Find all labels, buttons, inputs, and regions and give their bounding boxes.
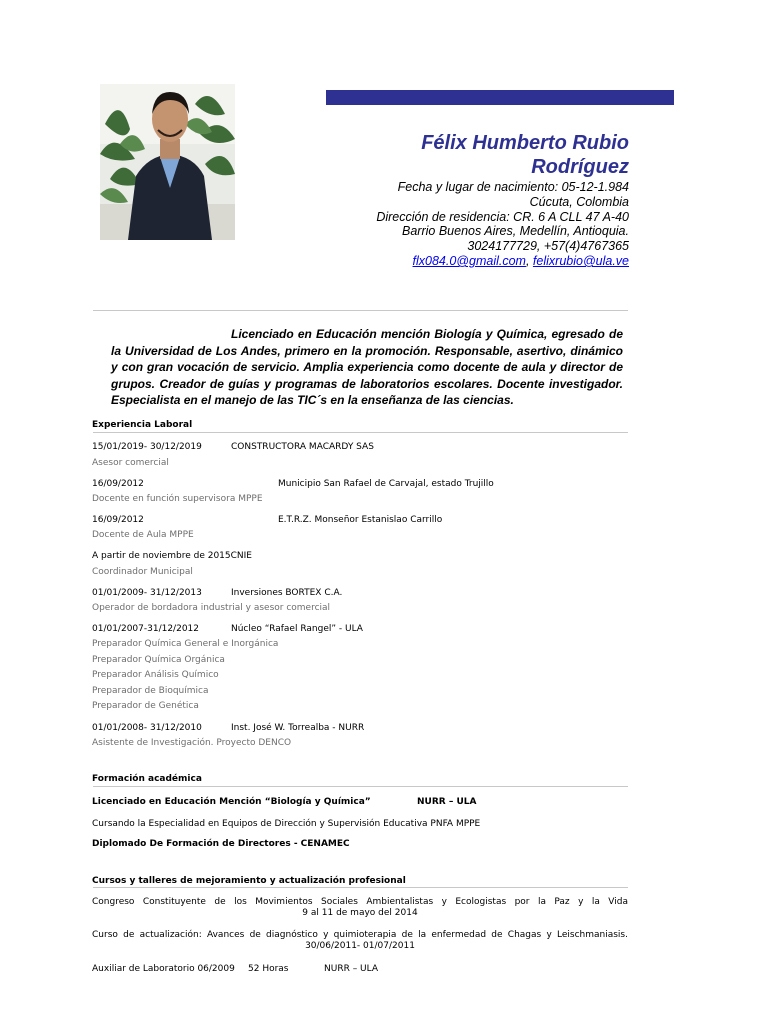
contact-block — [229, 180, 629, 269]
job-2-org: Municipio San Rafael de Carvajal, estado Trujillo — [278, 479, 494, 489]
birth-line-2: Cúcuta, Colombia — [529, 194, 629, 209]
education-item-2: Cursando la Especialidad en Equipos de Dirección y Supervisión Educativa PNFA MPPE — [92, 819, 481, 829]
course-3-hours: 52 Horas — [248, 964, 289, 974]
header-accent-bar — [326, 90, 674, 105]
job-4-header — [92, 550, 252, 562]
job-3-org: E.T.R.Z. Monseñor Estanislao Carrillo — [278, 515, 443, 525]
course-2-line-1: Curso de actualización: Avances de diagnóstico y quimioterapia de la enfermedad de Chagas y Leischmaniasis. — [92, 930, 628, 940]
course-1-line-1: Congreso Constituyente de los Movimientos Sociales Ambientalistas y Ecologistas por la Paz y la Vida — [92, 897, 628, 907]
address-line-1: Dirección de residencia: CR. 6 A CLL 47 A-40 — [376, 209, 629, 224]
job-3-role: Docente de Aula MPPE — [92, 530, 194, 540]
summary-text: Licenciado en Educación mención Biología y Química, egresado de la Universidad de Los Andes, primero en la promoción. Responsable, asertivo, dinámico y con gran vocación de servicio. Amplia experiencia como docente de aula y director de grupos. Creador de guías y programas de laboratorios escolares. Docente investigador. Especialista en el manejo de las TIC´s en la enseñanza de las ciencias. — [111, 327, 623, 407]
job-1-org: CONSTRUCTORA MACARDY SAS — [231, 442, 374, 452]
education-heading: Formación académica — [92, 774, 202, 784]
education-item-3: Diplomado De Formación de Directores - CENAMEC — [92, 839, 350, 849]
education-1-title: Licenciado en Educación Mención “Biología y Química” — [92, 797, 371, 807]
course-3-name: Auxiliar de Laboratorio 06/2009 — [92, 964, 235, 974]
job-3-date: 16/09/2012 — [92, 515, 144, 525]
course-item-2 — [92, 930, 628, 952]
course-item-1 — [92, 897, 628, 919]
profile-summary — [111, 326, 623, 409]
email-line — [229, 254, 629, 269]
profile-photo — [100, 84, 235, 240]
job-7-org: Inst. José W. Torrealba - NURR — [231, 723, 365, 733]
course-1-line-2: 9 al 11 de mayo del 2014 — [302, 908, 418, 918]
job-7-date: 01/01/2008- 31/12/2010 — [92, 723, 202, 733]
job-4-date: A partir de noviembre de 2015 — [92, 551, 231, 561]
education-divider — [93, 786, 628, 787]
job-7-role: Asistente de Investigación. Proyecto DENCO — [92, 738, 292, 748]
job-5-role: Operador de bordadora industrial y asesor comercial — [92, 603, 331, 613]
job-6-role-3: Preparador Análisis Químico — [92, 670, 219, 680]
job-2-date: 16/09/2012 — [92, 479, 144, 489]
experience-heading: Experiencia Laboral — [92, 420, 193, 430]
job-5-header — [92, 587, 343, 599]
job-4-role: Coordinador Municipal — [92, 567, 193, 577]
job-6-header — [92, 623, 363, 635]
courses-divider — [93, 887, 628, 888]
course-3-org: NURR – ULA — [324, 964, 379, 974]
job-2-role: Docente en función supervisora MPPE — [92, 494, 263, 504]
name-line-2: Rodríguez — [531, 156, 629, 178]
job-5-date: 01/01/2009- 31/12/2013 — [92, 588, 202, 598]
address-line-2: Barrio Buenos Aires, Medellín, Antioquia. — [402, 224, 629, 239]
job-7-header — [92, 722, 365, 734]
job-1-header — [92, 441, 374, 453]
job-2-header — [92, 478, 494, 490]
birth-line-1: Fecha y lugar de nacimiento: 05-12-1.984 — [397, 180, 629, 194]
job-6-role-2: Preparador Química Orgánica — [92, 655, 225, 665]
job-5-org: Inversiones BORTEX C.A. — [231, 588, 343, 598]
job-4-org: CNIE — [230, 551, 252, 561]
email-link-2[interactable]: felixrubio@ula.ve — [532, 253, 629, 268]
portrait-image — [100, 84, 235, 240]
job-6-date: 01/01/2007-31/12/2012 — [92, 624, 199, 634]
course-item-3 — [92, 963, 379, 975]
experience-divider — [93, 432, 628, 433]
email-link-1[interactable]: flx084.0@gmail.com — [412, 253, 526, 268]
job-6-org: Núcleo “Rafael Rangel” - ULA — [231, 624, 363, 634]
job-3-header — [92, 514, 443, 526]
name-line-1: Félix Humberto Rubio — [421, 132, 629, 154]
education-1-org: NURR – ULA — [417, 797, 477, 807]
phone-numbers: 3024177729, +57(4)4767365 — [467, 239, 629, 254]
job-6-role-4: Preparador de Bioquímica — [92, 686, 209, 696]
candidate-name — [269, 131, 629, 179]
education-item-1 — [92, 796, 477, 808]
job-6-role-5: Preparador de Genética — [92, 701, 199, 711]
header-divider — [93, 310, 628, 311]
job-1-date: 15/01/2019- 30/12/2019 — [92, 442, 202, 452]
courses-heading: Cursos y talleres de mejoramiento y actualización profesional — [92, 876, 406, 886]
email-separator: , — [525, 253, 533, 268]
job-6-role-1: Preparador Química General e Inorgánica — [92, 639, 279, 649]
course-2-line-2: 30/06/2011- 01/07/2011 — [305, 941, 415, 951]
job-1-role: Asesor comercial — [92, 458, 169, 468]
